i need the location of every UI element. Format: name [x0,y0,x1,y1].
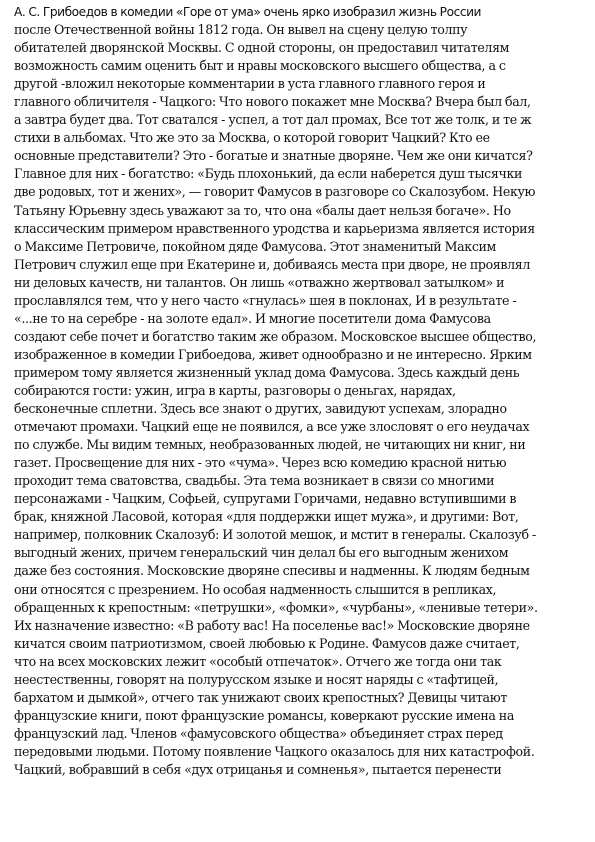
text-line: даже без состояния. Московские дворяне спесивы и надменны. К людям бедным [14,563,530,579]
text-line: две родовых, тот и жених», — говорит Фамусов в разговоре со Скалозубом. Некую [14,184,536,200]
text-line: о Максиме Петровиче, покойном дяде Фамусова. Этот знаменитый Максим [14,238,497,254]
text-line: французский лад. Членов «фамусовского общества» объединяет страх перед [14,725,503,741]
text-line: обращенных к крепостным: «петрушки», «фомки», «чурбаны», «ленивые тетери». [14,599,538,615]
text-line: А. С. Грибоедов в комедии «Горе от ума» очень ярко изобразил жизнь России [14,5,482,19]
text-line: например, полковник Скалозуб: И золотой мешок, и мстит в генералы. Скалозуб - [14,527,536,543]
text-line: возможность самим оценить быт и нравы московского высшего общества, а с [14,58,506,74]
text-line: а завтра будет два. Тот сватался - успел, а тот дал промах, Все тот же толк, и те ж [14,112,532,128]
text-line: создают себе почет и богатство таким же образом. Московское высшее общество, [14,328,537,344]
text-line: они относятся с презрением. Но особая надменность слышится в репликах, [14,581,497,597]
text-line: основные представители? Это - богатые и знатные дворяне. Чем же они кичатся? [14,148,533,164]
text-line: французские книги, поют французские романсы, коверкают русские имена на [14,707,515,723]
text-line: что на всех московских лежит «особый отпечаток». Отчего же тогда они так [14,653,502,669]
text-line: выгодный жених, причем генеральский чин делал бы его выгодным женихом [14,545,509,561]
text-line: Чацкий, вобравший в себя «дух отрицанья и сомненья», пытается перенести [14,761,502,777]
text-line: Татьяну Юрьевну здесь уважают за то, что она «балы дает нельзя богаче». Но [14,202,511,218]
text-line: бархатом и дымкой», отчего так унижают своих крепостных? Девицы читают [14,689,507,705]
text-line: персонажами - Чацким, Софьей, супругами Горичами, недавно вступившими в [14,491,517,507]
text-line: обитателей дворянской Москвы. С одной стороны, он предоставил читателям [14,40,510,56]
text-line: другой -вложил некоторые комментарии в уста главного главного героя и [14,76,486,92]
text-line: после Отечественной войны 1812 года. Он вывел на сцену целую толпу [14,22,468,38]
text-line: Главное для них - богатство: «Будь плохонький, да если наберется душ тысячки [14,166,523,182]
text-line: проходит тема сватовства, свадьбы. Эта тема возникает в связи со многими [14,473,495,489]
text-line: передовыми людьми. Потому появление Чацкого оказалось для них катастрофой. [14,743,535,759]
text-line: собираются гости: ужин, игра в карты, разговоры о деньгах, нарядах, [14,382,456,398]
text-line: «...не то на серебре - на золоте едал». И многие посетители дома Фамусова [14,310,491,326]
text-line: Петрович служил еще при Екатерине и, добиваясь места при дворе, не проявлял [14,256,531,272]
text-line: классическим примером нравственного уродства и карьеризма является история [14,220,535,236]
text-line: главного обличителя - Чацкого: Что нового покажет мне Москва? Вчера был бал, [14,94,531,110]
text-line: отмечают промахи. Чацкий еще не появился, а все уже злословят о его неудачах [14,419,530,435]
text-line: газет. Просвещение для них - это «чума». Через всю комедию красной нитью [14,455,507,471]
text-line: неестественны, говорят на полурусском языке и носят наряды с «тафтицей, [14,671,499,687]
text-line: брак, княжной Ласовой, которая «для поддержки ищет мужа», и другими: Вот, [14,509,519,525]
text-line: Их назначение известно: «В работу вас! На поселенье вас!» Московские дворяне [14,617,530,633]
essay-text [14,3,589,779]
text-line: по службе. Мы видим темных, необразованных людей, не читающих ни книг, ни [14,437,526,453]
text-line: стихи в альбомах. Что же это за Москва, о которой говорит Чацкий? Кто ее [14,130,490,146]
text-line: примером тому является жизненный уклад дома Фамусова. Здесь каждый день [14,364,520,380]
text-line: прославлялся тем, что у него часто «гнулась» шея в поклонах, И в результате - [14,292,517,308]
text-line: кичатся своим патриотизмом, своей любовью к Родине. Фамусов даже считает, [14,635,520,651]
text-line: изображенное в комедии Грибоедова, живет однообразно и не интересно. Ярким [14,346,532,362]
text-line: ни деловых качеств, ни талантов. Он лишь «отважно жертвовал затылком» и [14,274,505,290]
text-line: бесконечные сплетни. Здесь все знают о других, завидуют успехам, злорадно [14,401,507,417]
